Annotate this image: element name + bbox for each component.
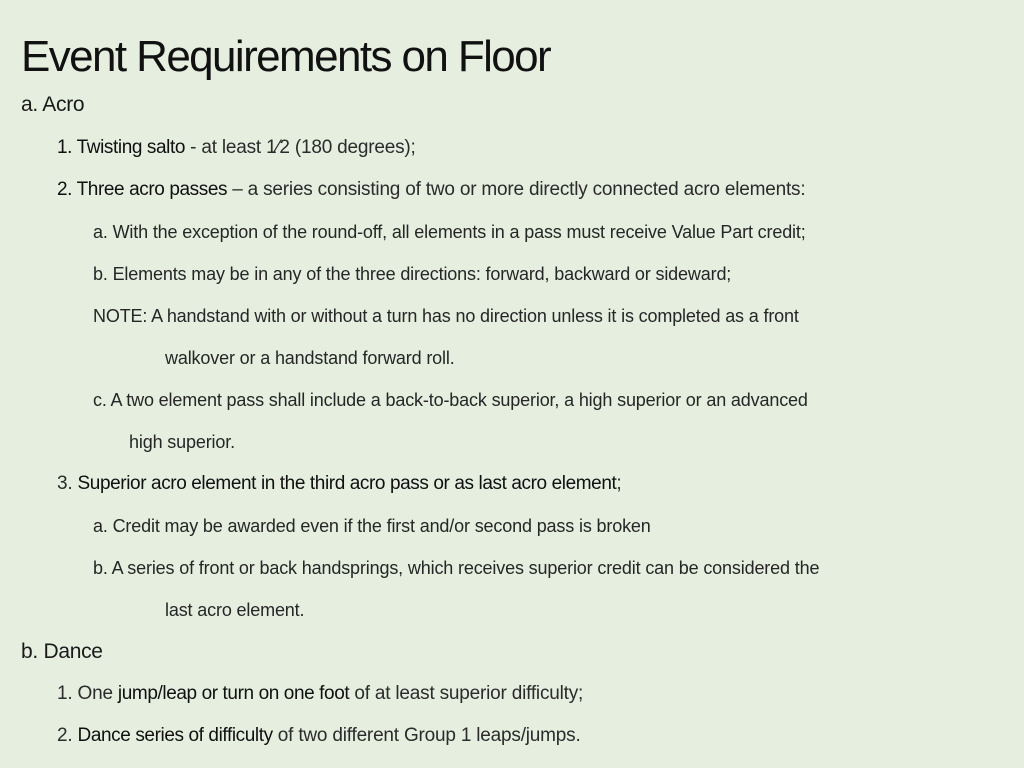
acro-item-2-sub-b: b. Elements may be in any of the three directions: forward, backward or sideward; [93,264,732,284]
acro-item-2-number: 2. [57,179,77,200]
acro-item-3-number: 3. [57,473,78,494]
acro-item-3 [57,471,621,497]
acro-item-3-sub-b-line-1: b. A series of front or back handsprings, which receives superior credit can be considered the [93,558,820,578]
acro-item-3-sub-a: a. Credit may be awarded even if the first and/or second pass is broken [93,516,651,536]
acro-item-2 [57,177,805,203]
dance-item-2-number: 2. [57,725,78,746]
acro-item-1-number: 1. [57,137,77,158]
slide-title: Event Requirements on Floor [21,32,551,81]
acro-item-2-sub-a: a. With the exception of the round-off, all elements in a pass must receive Value Part credit; [93,222,806,242]
acro-item-2-note-line-1: NOTE: A handstand with or without a turn has no direction unless it is completed as a front [93,306,799,326]
dance-item-1-term: jump/leap or turn on one foot [117,683,350,704]
acro-item-2-term: Three acro passes [76,179,228,200]
acro-item-1 [57,135,416,161]
acro-item-1-term: Twisting salto [76,137,186,158]
acro-item-2-text: – a series consisting of two or more directly connected acro elements: [227,179,806,200]
dance-item-1 [57,681,583,707]
acro-item-3-term: Superior acro element in the third acro pass or as last acro element [77,473,617,494]
dance-item-2 [57,723,581,749]
acro-item-3-text: ; [616,473,622,494]
dance-item-2-text: of two different Group 1 leaps/jumps. [272,725,581,746]
acro-item-1-text: - at least 1⁄2 (180 degrees); [185,137,416,158]
acro-item-3-sub-b-line-2: last acro element. [165,600,305,620]
acro-item-2-sub-c-line-2: high superior. [129,432,235,452]
dance-item-1-text: of at least superior difficulty; [349,683,584,704]
acro-item-2-sub-c-line-1: c. A two element pass shall include a back-to-back superior, a high superior or an advanced [93,390,808,410]
section-b-heading: b. Dance [21,640,103,663]
dance-item-1-prefix: 1. One [57,683,118,704]
acro-item-2-note-line-2: walkover or a handstand forward roll. [165,348,455,368]
dance-item-2-term: Dance series of difficulty [77,725,273,746]
section-a-heading: a. Acro [21,93,85,116]
